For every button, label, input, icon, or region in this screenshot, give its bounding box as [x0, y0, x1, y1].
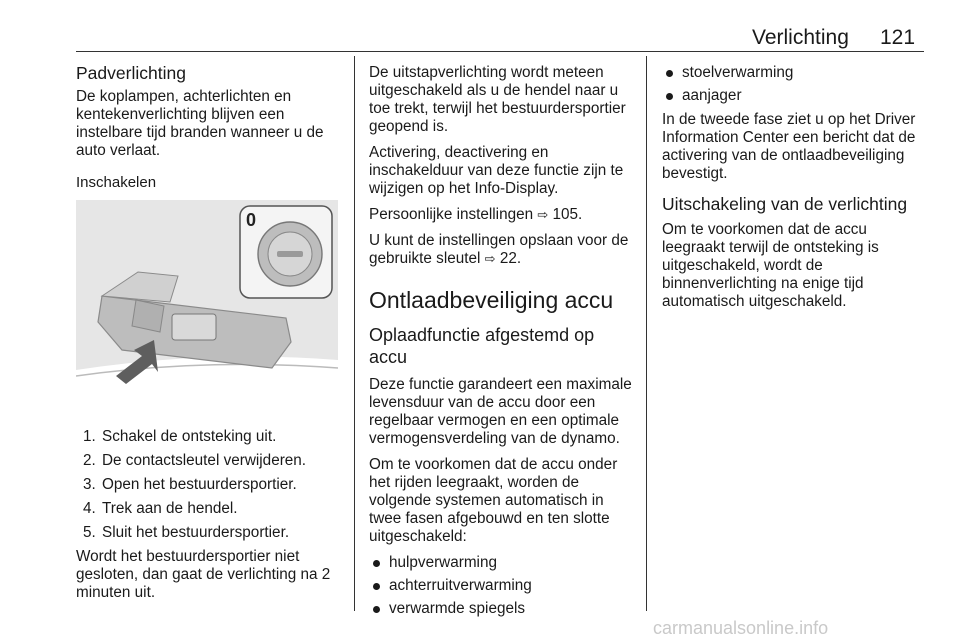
paragraph-persoonlijke-instellingen: Persoonlijke instellingen ⇨ 105.: [369, 206, 583, 223]
section-heading-padverlichting: Padverlichting: [76, 63, 186, 83]
paragraph-sleutel: U kunt de instellingen opslaan voor de gebruikte sleutel ⇨ 22.: [369, 232, 629, 267]
column-divider-1: [354, 56, 355, 611]
column-divider-2: [646, 56, 647, 611]
section-heading-uitschakeling: Uitschakeling van de verlichting: [662, 194, 908, 214]
light-switch-lever-illustration: [76, 200, 338, 410]
list-item: aanjager: [662, 87, 932, 105]
watermark: carmanualsonline.info: [653, 618, 829, 638]
list-item: verwarmde spiegels: [369, 600, 637, 618]
bullet-icon: [373, 583, 380, 590]
closing-paragraph: Wordt het bestuurdersportier niet gesloten, dan gaat de verlichting na 2 minuten uit.: [76, 548, 331, 601]
intro-paragraph: De koplampen, achterlichten en kentekenverlichting blijven een instelbare tijd branden wanneer u de auto verlaat.: [76, 88, 324, 159]
page-ref-arrow-icon: ⇨: [537, 207, 549, 222]
step-item: 4. Trek aan de hendel.: [100, 500, 344, 518]
step-item: 5. Sluit het bestuurdersportier.: [100, 524, 344, 542]
column-3: [662, 64, 932, 319]
paragraph-uitstapverlichting: De uitstapverlichting wordt meteen uitgeschakeld als u de hendel naar u toe trekt, terwijl het bestuurdersportier geopend is.: [369, 64, 626, 135]
step-item: 2. De contactsleutel verwijderen.: [100, 452, 344, 470]
bullet-icon: [666, 93, 673, 100]
bullet-icon: [373, 560, 380, 567]
page-number: 121: [880, 26, 916, 49]
steps-list: [76, 428, 344, 542]
paragraph-activering: Activering, deactivering en inschakelduur van deze functie zijn te wijzigen op het Info-Display.: [369, 144, 624, 197]
systems-list: [369, 554, 637, 618]
step-item: 1. Schakel de ontsteking uit.: [100, 428, 344, 446]
systems-list-continued: [662, 64, 932, 105]
page-ref-link[interactable]: 105.: [552, 206, 583, 223]
paragraph-systemen: Om te voorkomen dat de accu onder het rijden leegraakt, worden de volgende systemen automatisch in twee fasen afgebouwd en ten slotte uitgeschakeld:: [369, 456, 618, 545]
list-item: stoelverwarming: [662, 64, 932, 82]
sub-heading-inschakelen: Inschakelen: [76, 174, 157, 191]
sub-heading-oplaadfunctie: Oplaadfunctie afgestemd op accu: [369, 325, 595, 367]
paragraph-levensduur: Deze functie garandeert een maximale levensduur van de accu door een regelbaar vermogen en een optimale vermogensverdeling van de dynamo.: [369, 376, 632, 447]
paragraph-tweede-fase: In de tweede fase ziet u op het Driver Information Center een bericht dat de activering van de ontlaadbeveiliging bevestigt.: [662, 111, 916, 182]
running-header-title: Verlichting: [752, 26, 849, 49]
section-heading-ontlaadbeveiliging: Ontlaadbeveiliging accu: [369, 287, 614, 313]
step-item: 3. Open het bestuurdersportier.: [100, 476, 344, 494]
column-2: [369, 64, 637, 624]
list-item: hulpverwarming: [369, 554, 637, 572]
page-ref-link[interactable]: 22.: [499, 250, 522, 267]
list-item: achterruitverwarming: [369, 577, 637, 595]
paragraph-binnenverlichting: Om te voorkomen dat de accu leegraakt terwijl de ontsteking is uitgeschakeld, wordt de binnenverlichting na enige tijd automatisch uitgeschakeld.: [662, 221, 879, 310]
page-ref-arrow-icon: ⇨: [484, 251, 496, 266]
column-1: [76, 64, 344, 610]
bullet-icon: [373, 606, 380, 613]
ignition-position-label: 0: [246, 210, 257, 230]
header-rule: [76, 51, 924, 52]
bullet-icon: [666, 70, 673, 77]
